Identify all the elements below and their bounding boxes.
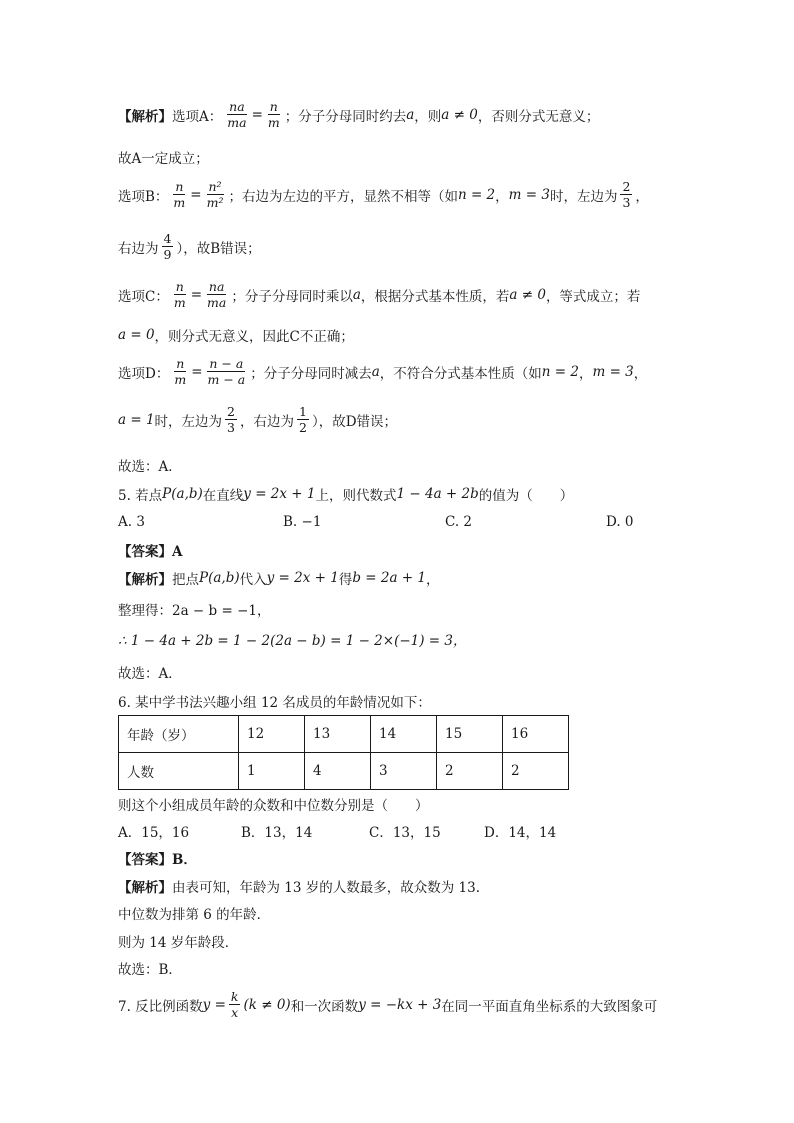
condition-a-zero: a = 0	[118, 327, 155, 343]
equals-sign: =	[190, 186, 202, 203]
table-cell: 13	[305, 716, 371, 753]
option-a-conclusion-text: 故A一定成立；	[118, 151, 209, 167]
q6-answer	[118, 848, 197, 868]
q5-stem-a: 5. 若点	[118, 488, 163, 504]
table-header-cell: 年龄（岁）	[119, 716, 239, 753]
q7-condition: (k ≠ 0)	[243, 996, 291, 1013]
option-c-cont-text: ，则分式无意义，因此C不正确；	[154, 329, 354, 345]
q7-stem-a: 7. 反比例函数	[118, 998, 203, 1015]
q7-stem-b: 和一次函数	[290, 998, 359, 1015]
fraction-n-minus-a-over-m-minus-a: $\frac{n - a}{m - a}$	[207, 356, 246, 388]
fraction-na-ma: $\frac{na}{ma}$	[207, 279, 227, 311]
q5-solution-2	[118, 599, 270, 619]
q6-sol-step-3: 则为 14 岁年龄段．	[118, 935, 239, 951]
q5-solution-3	[118, 629, 467, 649]
selection-text: 故选：A．	[118, 666, 182, 682]
option-a-lead: 选项A：	[172, 108, 223, 125]
table-cell: 2	[503, 753, 569, 790]
fraction-n-m: $\frac{n}{m}$	[267, 99, 280, 131]
variable-a: a	[352, 286, 361, 303]
q6-stem-text: 6. 某中学书法兴趣小组 12 名成员的年龄情况如下：	[118, 695, 431, 711]
q6-sol-step-1: 由表可知，年龄为 13 岁的人数最多，故众数为 13.	[172, 880, 481, 896]
option-b-cont-text-2: ），故B错误；	[176, 240, 261, 257]
q7-linear-function: y = −kx + 3	[358, 996, 442, 1013]
q6-solution-2	[118, 903, 270, 923]
option-d-text-1: ；分子分母同时减去	[250, 365, 372, 382]
separator: ，	[578, 365, 593, 382]
fraction-4-9: $\frac{4}{9}$	[163, 231, 172, 263]
fraction-na-ma: $\frac{na}{ma}$	[227, 99, 247, 131]
table-cell: 16	[503, 716, 569, 753]
q6-option-c: C．13，15	[369, 825, 441, 841]
q5-option-c: C. 2	[445, 514, 473, 530]
option-a-text-2: ，则	[414, 108, 442, 125]
fraction-2-3: $\frac{2}{3}$	[622, 179, 631, 211]
q5-sol-result: b = 2a + 1	[352, 570, 426, 586]
question-6-stem	[118, 691, 431, 711]
option-b-cont-text-1: 右边为	[118, 240, 159, 257]
q6-option-a: A．15，16	[118, 825, 190, 841]
age-table	[118, 715, 569, 790]
q5-expression: 1 − 4a + 2b	[396, 486, 479, 502]
q5-stem-b: 在直线	[202, 488, 244, 504]
selection-text: 故选：A．	[118, 459, 182, 475]
q6-question-text: 则这个小组成员年龄的众数和中位数分别是（ ）	[118, 798, 429, 814]
table-row	[119, 753, 569, 790]
analysis-tag: 【解析】	[118, 572, 172, 588]
analysis-option-b-cont	[118, 232, 261, 261]
option-b-text-2: 时，左边为	[549, 188, 618, 205]
q5-sol-text-c: 得	[338, 572, 353, 588]
m-equals-3: m = 3	[508, 186, 550, 203]
q5-stem-d: 的值为（ ）	[478, 488, 574, 504]
selection-q6	[118, 958, 182, 978]
analysis-option-a-conclusion	[118, 147, 209, 167]
table-cell: 14	[371, 716, 437, 753]
n-equals-2: n = 2	[457, 186, 496, 203]
q6-sol-step-2: 中位数为排第 6 的年龄．	[118, 907, 271, 923]
table-cell: 1	[239, 753, 305, 790]
option-b-lead: 选项B：	[118, 188, 169, 205]
table-row	[119, 716, 569, 753]
option-d-cont-text-3: ），故D错误；	[311, 413, 398, 430]
table-cell: 2	[437, 753, 503, 790]
option-a-text-3: ，否则分式无意义；	[477, 108, 600, 125]
option-c-text-3: ，等式成立；若	[545, 288, 641, 305]
condition-a-one: a = 1	[118, 411, 155, 428]
option-c-lead: 选项C：	[118, 288, 169, 305]
table-cell: 15	[437, 716, 503, 753]
option-d-cont-text-2: ，右边为	[240, 413, 294, 430]
question-5-stem	[118, 484, 573, 504]
selection-q5	[118, 662, 182, 682]
analysis-option-d-cont	[118, 405, 397, 434]
analysis-option-b	[118, 180, 649, 209]
q6-question	[118, 794, 429, 814]
q5-stem-c: 上，则代数式	[315, 488, 397, 504]
analysis-tag: 【解析】	[118, 108, 172, 125]
table-header-cell: 人数	[119, 753, 239, 790]
separator: ，	[495, 188, 509, 205]
option-d-text-3: ，	[633, 365, 648, 382]
selection-q4	[118, 455, 182, 475]
option-d-text-2: ，不符合分式基本性质（如	[379, 365, 542, 382]
analysis-tag: 【解析】	[118, 880, 172, 896]
q5-solution-1	[118, 568, 440, 588]
q7-func-lhs: y =	[202, 996, 226, 1013]
q5-sol-text-a: 把点	[172, 572, 199, 588]
table-cell: 4	[305, 753, 371, 790]
m-equals-3: m = 3	[592, 363, 634, 380]
option-d-lead: 选项D：	[118, 365, 170, 382]
variable-a: a	[371, 363, 380, 380]
option-c-text-1: ；分子分母同时乘以	[231, 288, 353, 305]
q5-option-b: B. −1	[283, 514, 322, 530]
selection-text: 故选：B．	[118, 962, 182, 978]
q6-option-b: B．13，14	[241, 825, 313, 841]
q5-sol-text-b: 代入	[239, 572, 267, 588]
q6-option-d: D．14，14	[484, 825, 557, 841]
fraction-2-3: $\frac{2}{3}$	[227, 404, 235, 436]
fraction-1-2: $\frac{1}{2}$	[299, 404, 307, 436]
analysis-option-d	[118, 357, 647, 386]
q5-sol-step-2: 整理得：2a − b = −1，	[118, 603, 271, 619]
q6-answer-text: 【答案】B．	[118, 852, 197, 868]
n-equals-2: n = 2	[541, 363, 579, 380]
option-b-text-1: ；右边为左边的平方，显然不相等（如	[228, 188, 458, 205]
analysis-option-c	[118, 280, 640, 309]
q5-option-d: D. 0	[606, 514, 634, 530]
question-7-stem	[118, 990, 657, 1019]
fraction-n2-m2: $\frac{\text{n²}}{\text{m²}}$	[206, 179, 224, 211]
q5-sol-step-3: ∴ 1 − 4a + 2b = 1 − 2(2a − b) = 1 − 2×(−1) = 3，	[118, 633, 467, 649]
q5-answer-text: 【答案】A	[118, 544, 183, 560]
q6-solution-1	[118, 876, 480, 896]
q5-sol-text-d: ，	[426, 572, 440, 588]
q5-point: P(a,b)	[162, 486, 203, 502]
analysis-option-c-cont	[118, 325, 354, 345]
variable-a: a	[406, 106, 415, 123]
equals-sign: =	[190, 286, 203, 303]
table-cell: 3	[371, 753, 437, 790]
fraction-n-m: $\frac{n}{m}$	[173, 179, 186, 211]
q5-line-equation: y = 2x + 1	[243, 486, 316, 502]
fraction-n-m: $\frac{n}{m}$	[173, 279, 186, 311]
option-c-text-2: ，根据分式基本性质，若	[360, 288, 510, 305]
q6-solution-3	[118, 931, 238, 951]
fraction-k-x: $\frac{k}{x}$	[230, 989, 239, 1021]
condition-a-nonzero: a ≠ 0	[441, 106, 478, 123]
q5-sol-point: P(a,b)	[199, 570, 240, 586]
equals-sign: =	[191, 363, 203, 380]
option-a-text-1: ；分子分母同时约去	[284, 108, 407, 125]
option-d-cont-text-1: 时，左边为	[154, 413, 223, 430]
option-b-text-3: ，	[635, 188, 649, 205]
q5-option-a: A. 3	[118, 514, 145, 530]
q5-answer	[118, 540, 182, 560]
q7-stem-c: 在同一平面直角坐标系的大致图象可	[441, 998, 658, 1015]
q5-sol-line: y = 2x + 1	[266, 570, 339, 586]
analysis-option-a	[118, 100, 599, 129]
table-cell: 12	[239, 716, 305, 753]
condition-a-nonzero: a ≠ 0	[509, 286, 546, 303]
fraction-n-m: $\frac{n}{m}$	[174, 356, 187, 388]
equals-sign: =	[251, 106, 263, 123]
